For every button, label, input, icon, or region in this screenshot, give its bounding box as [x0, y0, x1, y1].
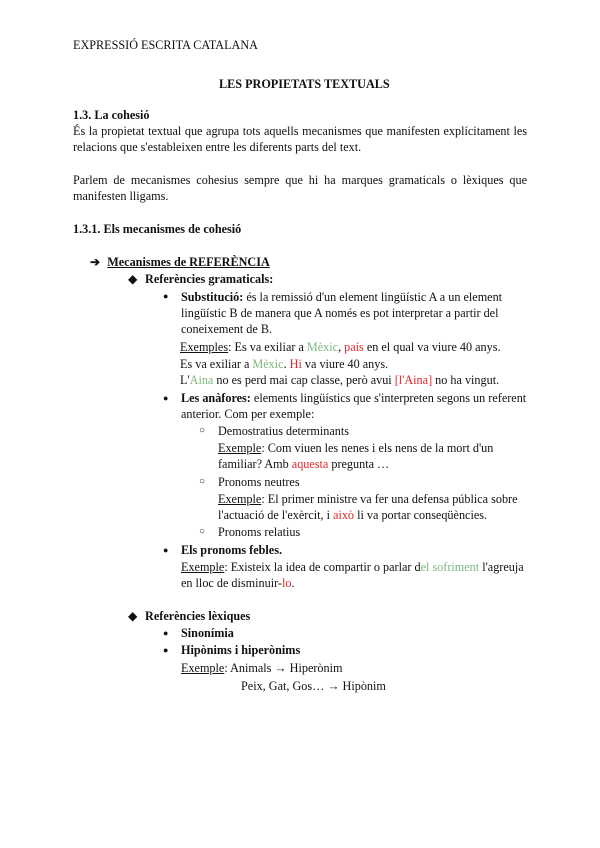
page-title: LES PROPIETATS TEXTUALS — [219, 77, 390, 91]
hiponims-label: Hipònims i hiperònims — [181, 643, 301, 657]
highlight-red: [l'Aina] — [394, 373, 433, 387]
example-label: Exemples — [180, 340, 229, 354]
example-text: familiar? Amb — [218, 457, 292, 471]
hiponims-example-line-1 — [181, 660, 342, 676]
diamond-bullet-icon: ◆ — [128, 272, 138, 286]
paragraph-definition: És la propietat textual que agrupa tots aquells mecanismes que manifesten explícitament les relacions que s'estableixen entre les diferents parts del text. — [73, 124, 527, 155]
bullet-icon: ● — [163, 545, 169, 555]
anafores-line-1 — [181, 390, 526, 406]
febles-example-line-1 — [181, 559, 524, 575]
example-text: pregunta … — [328, 457, 390, 471]
neutres-example-line-1 — [218, 491, 518, 507]
highlight-red: país — [344, 340, 364, 354]
example-text: . — [291, 576, 295, 590]
example-text: : El primer ministre va fer una defensa pública sobre — [261, 492, 518, 506]
paragraph-mecanismes: Parlem de mecanismes cohesius sempre que hi ha marques gramaticals o lèxiques que manifesten lligams. — [73, 173, 527, 204]
bullet-icon: ● — [163, 393, 169, 403]
bullet-icon: ● — [163, 645, 169, 655]
lexiques-heading — [128, 608, 250, 624]
neutres-label: Pronoms neutres — [218, 475, 300, 489]
demostratius-example-line-1 — [218, 440, 493, 456]
highlight-green: el sofriment — [420, 560, 480, 574]
relatius-label: Pronoms relatius — [218, 525, 301, 539]
circle-bullet-icon: ○ — [199, 476, 206, 487]
circle-bullet-icon: ○ — [199, 425, 206, 436]
substitucio-label: Substitució: — [181, 290, 244, 304]
anafores-text: elements lingüístics que s'interpreten segons un referent — [250, 391, 527, 405]
example-line-3 — [180, 372, 499, 388]
example-label: Exemple — [218, 441, 262, 455]
example-text: : Com viuen les nenes i els nens de la mort d'un — [261, 441, 494, 455]
example-text: no es perd mai cap classe, però avui — [213, 373, 395, 387]
example-text: , — [338, 340, 345, 354]
example-line-1 — [180, 339, 501, 355]
highlight-green: Mèxic — [306, 340, 339, 354]
circle-bullet-icon: ○ — [199, 526, 206, 537]
anafores-label: Les anàfores: — [181, 391, 251, 405]
lexiques-title: Referències lèxiques — [145, 609, 251, 623]
example-text: l'actuació de l'exèrcit, i — [218, 508, 334, 522]
example-text: L' — [180, 373, 190, 387]
example-text: . — [283, 357, 290, 371]
example-label: Exemple — [218, 492, 262, 506]
highlight-red: Hi — [289, 357, 302, 371]
section-heading-1-3: 1.3. La cohesió — [73, 108, 150, 122]
substitucio-line-2: lingüístic B de manera que A només es pot interpretar a partir del — [181, 306, 499, 320]
section-heading-1-3-1: 1.3.1. Els mecanismes de cohesió — [73, 222, 242, 236]
highlight-red: lo — [281, 576, 292, 590]
example-text: : Animals → Hiperònim — [224, 661, 343, 675]
mecanismes-referencia-heading — [90, 254, 270, 270]
febles-label: Els pronoms febles. — [181, 543, 283, 557]
example-label: Exemple — [181, 560, 225, 574]
highlight-red: aquesta — [291, 457, 329, 471]
sinonimia-label: Sinonímia — [181, 626, 234, 640]
bullet-icon: ● — [163, 628, 169, 638]
example-text: no ha vingut. — [432, 373, 500, 387]
bullet-icon: ● — [163, 291, 169, 301]
gramaticals-title: Referències gramaticals: — [145, 272, 274, 286]
example-line-2 — [180, 356, 388, 372]
example-text: Es va exiliar a — [180, 357, 253, 371]
febles-example-line-2 — [181, 575, 295, 591]
example-text: : Existeix la idea de compartir o parlar d — [224, 560, 421, 574]
highlight-green: Mèxic — [252, 357, 284, 371]
example-label: Exemple — [181, 661, 225, 675]
example-text: l'agreuja — [479, 560, 524, 574]
arrow-icon: ➔ — [90, 255, 101, 269]
example-text: en lloc de disminuir- — [181, 576, 282, 590]
substitucio-line-1 — [181, 289, 502, 305]
anafores-line-2: anterior. Com per exemple: — [181, 407, 315, 421]
diamond-bullet-icon: ◆ — [128, 609, 138, 623]
example-text: va viure 40 anys. — [301, 357, 389, 371]
mecanismes-title: Mecanismes de REFERÈNCIA — [107, 255, 270, 269]
substitucio-line-3: coneixement de B. — [181, 322, 273, 336]
example-text: li va portar conseqüències. — [354, 508, 488, 522]
gramaticals-heading — [128, 271, 273, 287]
highlight-red: això — [333, 508, 355, 522]
hiponims-example-line-2: Peix, Gat, Gos… → Hipònim — [241, 679, 386, 693]
example-text: en el qual va viure 40 anys. — [363, 340, 501, 354]
demostratius-example-line-2 — [218, 456, 389, 472]
example-text: : Es va exiliar a — [228, 340, 307, 354]
demostratius-label: Demostratius determinants — [218, 424, 349, 438]
highlight-green: Aina — [189, 373, 214, 387]
neutres-example-line-2 — [218, 507, 487, 523]
document-header: EXPRESSIÓ ESCRITA CATALANA — [73, 38, 258, 52]
substitucio-text: és la remissió d'un element lingüístic A a un element — [246, 290, 503, 304]
